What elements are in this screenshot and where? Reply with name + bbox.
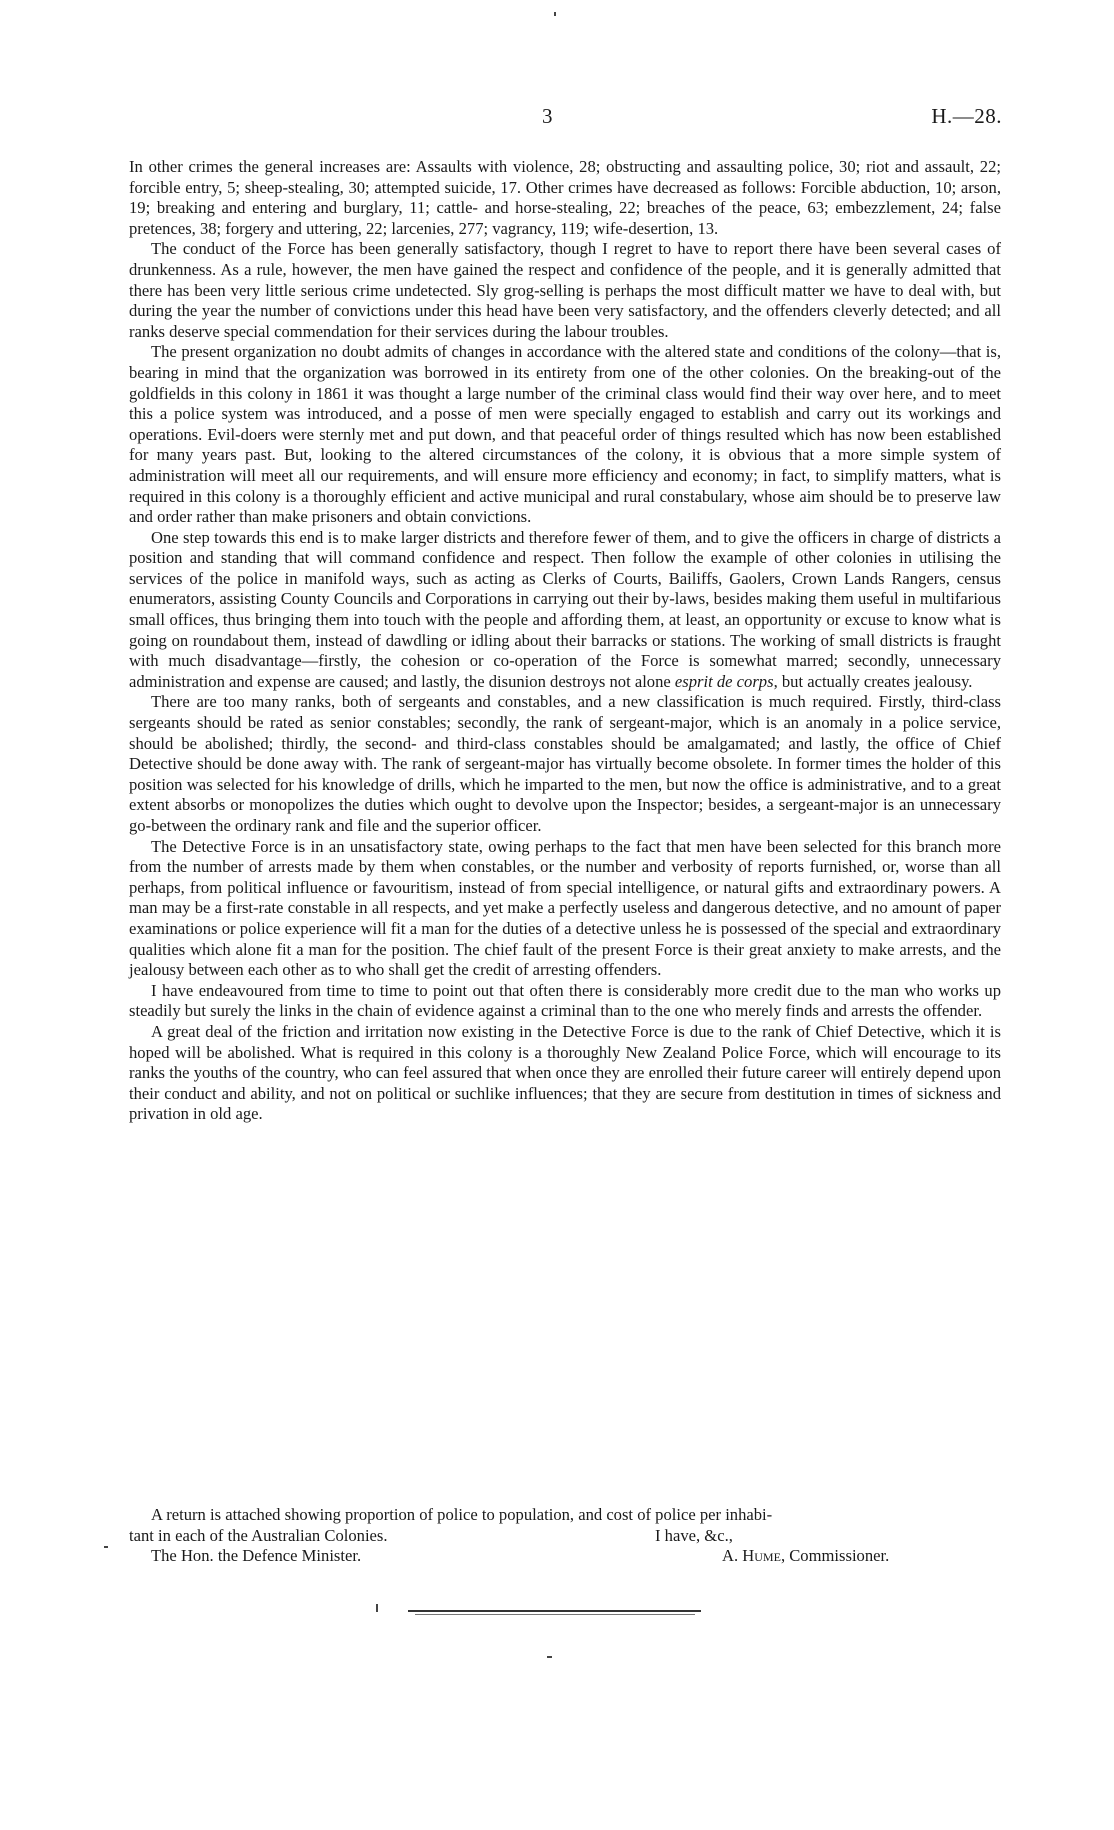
- paragraph-chief-detective: A great deal of the friction and irritation now existing in the Detective Force is due to the rank of Chief Detective, which it is hoped will be abolished. What is required in this colony is a thoroughly New Zealand Police Force, which will encourage to its ranks the youths of the country, who can feel assured that when once they are enrolled their future career will entirely depend upon their conduct and ability, and not on political or suchlike influences; that they are secure from destitution in times of sickness and privation in old age.: [129, 1021, 1001, 1124]
- scan-speck: [376, 1604, 378, 1612]
- paragraph-detective-force: The Detective Force is in an unsatisfactory state, owing perhaps to the fact that men have been selected for this branch more from the number of arrests made by them when constables, or the number and verbosity of reports furnished, or, worse than all perhaps, from political influence or favouritism, instead of from special intelligence, or natural gifts and extraordinary powers. A man may be a first-rate constable in all respects, and yet make a perfectly useless and dangerous detective, and no amount of paper examinations or police experience will fit a man for the duties of a detective unless he is possessed of the special and extraordinary qualities which alone fit a man for the position. The chief fault of the present Force is their great anxiety to make arrests, and the jealousy between each other as to who shall get the credit of arresting offenders.: [129, 836, 1001, 980]
- addressee: The Hon. the Defence Minister.: [151, 1546, 362, 1566]
- paragraph-larger-districts-text: One step towards this end is to make larger districts and therefore fewer of them, and to give the officers in charge of districts a position and standing that will command confidence and respect. Then follow the example of other colonies in utilising the services of the police in manifold ways, such as acting as Clerks of Courts, Bailiffs, Gaolers, Crown Lands Rangers, census enumerators, assisting County Councils and Corporations in carrying out their by-laws, besides making them useful in multifarious small offices, thus bringing them into touch with the people and affording them, at least, an opportunity or excuse to know what is going on roundabout them, instead of dawdling or idling about their barracks or stations. The working of small districts is fraught with much disadvantage—firstly, the cohesion or co-operation of the Force is somewhat marred; secondly, unnecessary administration and expense are caused; and lastly, the disunion destroys not alone esprit de corps, but actually creates jealousy.: [129, 527, 1001, 691]
- document-reference: H.—28.: [931, 104, 1002, 128]
- end-rule-inner: [415, 1614, 695, 1615]
- signature-line: [722, 1546, 889, 1567]
- page-number: 3: [542, 104, 553, 128]
- paragraph-present-organization: The present organization no doubt admits of changes in accordance with the altered state and conditions of the colony—that is, bearing in mind that the organization was borrowed in its entirety from one of the other colonies. On the breaking-out of the goldfields in this colony in 1861 it was thought a large number of the criminal class would find their way over here, and to meet this a police system was introduced, and a posse of men were specially engaged to establish and carry out its workings and operations. Evil-doers were sternly met and put down, and that peaceful order of things resulted which has now been established for many years past. But, looking to the altered circumstances of the colony, it is obvious that a more simple system of administration will meet all our requirements, and will ensure more efficiency and economy; in fact, to simplify matters, what is required in this colony is a thoroughly efficient and active municipal and rural constabulary, whose aim should be to preserve law and order rather than make prisoners and obtain convictions.: [129, 342, 1001, 527]
- end-rule: [408, 1610, 701, 1612]
- scan-speck: [554, 12, 556, 16]
- paragraph-chain-of-evidence: I have endeavoured from time to time to point out that often there is considerably more credit due to the man who works up steadily but surely the links in the chain of evidence against a criminal than to the one who merely finds and arrests the offender.: [129, 980, 1001, 1021]
- paragraph-larger-districts: [129, 528, 1001, 693]
- letter-closing: [129, 1505, 1001, 1567]
- scan-speck: [547, 1656, 552, 1658]
- return-note-line-2: tant in each of the Australian Colonies.: [129, 1525, 388, 1545]
- italic-phrase: esprit de corps: [674, 671, 774, 691]
- report-body: [129, 157, 1001, 1125]
- paragraph-conduct-of-force: The conduct of the Force has been generally satisfactory, though I regret to have to report there have been several cases of drunkenness. As a rule, however, the men have gained the respect and confidence of the people, and it is generally admitted that there has been very little serious crime undetected. Sly grog-selling is perhaps the most difficult matter we have to deal with, but during the year the number of convictions under this head have been very satisfactory, and the offenders cleverly detected; and all ranks deserve special commendation for their services during the labour troubles.: [129, 239, 1001, 341]
- signatory-title: , Commissioner.: [780, 1546, 890, 1566]
- paragraph-crime-statistics: In other crimes the general increases are: Assaults with violence, 28; obstructing and assaulting police, 30; riot and assault, 22; forcible entry, 5; sheep-stealing, 30; attempted suicide, 17. Other crimes have decreased as follows: Forcible abduction, 10; arson, 19; breaking and entering and burglary, 11; cattle- and horse-stealing, 22; breaches of the peace, 63; embezzlement, 24; false pretences, 38; forgery and uttering, 22; larcenies, 277; vagrancy, 119; wife-desertion, 13.: [129, 157, 1001, 238]
- return-note-line-1: A return is attached showing proportion of police to population, and cost of police per inhabi-: [151, 1505, 773, 1524]
- scan-speck: [104, 1546, 108, 1548]
- valediction: I have, &c.,: [655, 1525, 733, 1545]
- signatory-surname: Hume: [742, 1546, 781, 1566]
- paragraph-too-many-ranks: There are too many ranks, both of sergeants and constables, and a new classification is much required. Firstly, third-class sergeants should be rated as senior constables; secondly, the rank of sergeant-major, which is an anomaly in a police service, should be abolished; thirdly, the second- and third-class constables should be amalgamated; and lastly, the office of Chief Detective should be done away with. The rank of sergeant-major has virtually become obsolete. In former times the holder of this position was selected for his knowledge of drills, which he imparted to the men, but now the office is administrative, and to a great extent absorbs or monopolizes the duties which ought to devolve upon the Inspector; besides, a sergeant-major is an unnecessary go-between the ordinary rank and file and the superior officer.: [129, 692, 1001, 835]
- signatory-initial: A.: [722, 1546, 743, 1566]
- page-header: [0, 104, 1114, 134]
